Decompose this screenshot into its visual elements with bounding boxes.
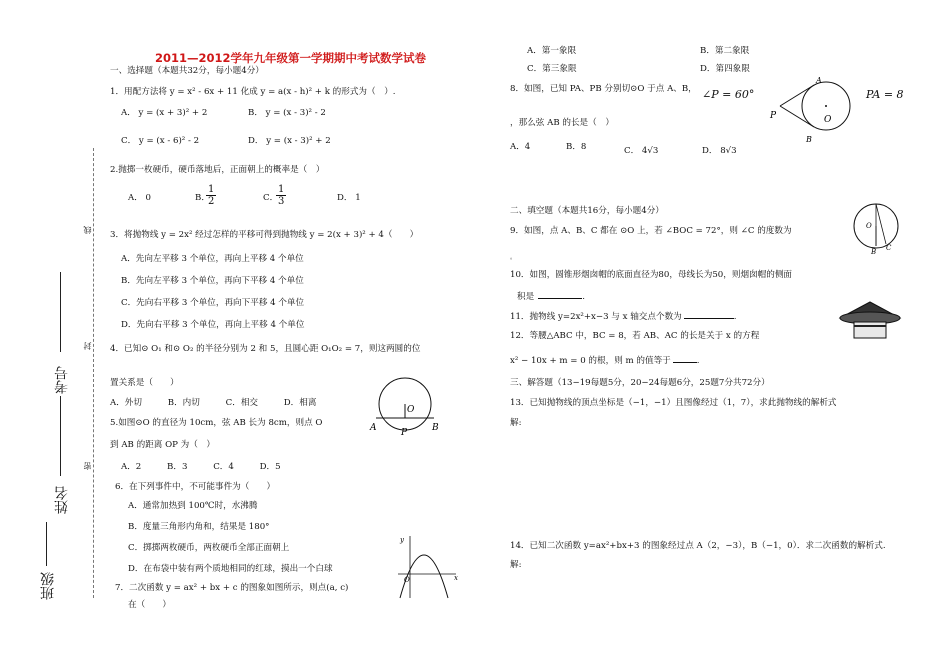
q1-option-d: D． y = (x - 3)² + 2 — [248, 136, 331, 146]
q8-label-o: O — [824, 115, 832, 125]
q6-option-b: B．度量三角形内角和，结果是 180° — [128, 522, 270, 532]
q8-label-p: P — [770, 111, 777, 121]
question-11: 11．抛物线 y=2x²+x−3 与 x 轴交点个数为 . — [510, 312, 737, 322]
q7-option-c: C．第三象限 — [527, 64, 577, 74]
question-14: 14．已知二次函数 y=ax²+bx+3 的图象经过点 A（2，−3），B（−1，0）．求二次函数的解析式. — [510, 541, 886, 551]
question-9: 9．如图，点 A、B、C 都在 ⊙O 上，若 ∠BOC = 72°，则 ∠C 的度数为 — [510, 226, 792, 236]
q1-option-b: B． y = (x - 3)² - 2 — [248, 108, 326, 118]
q9-label-o: O — [866, 222, 872, 230]
question-5: 5.如图⊙O 的直径为 10cm，弦 AB 长为 8cm，则点 O — [110, 418, 323, 428]
q5-label-a: A — [370, 423, 377, 433]
q8-option-a: A．4 — [510, 142, 531, 152]
q5-label-p: P — [401, 428, 408, 438]
question-2: 2.抛掷一枚硬币，硬币落地后，正面朝上的概率是（ ） — [110, 165, 325, 175]
number-label: 考号 — [54, 366, 70, 394]
q2-option-b-fraction: $\frac{1}{2}$ — [208, 184, 215, 207]
q8-label-b: B — [806, 135, 812, 144]
q9-circle-figure — [852, 202, 902, 258]
q14-solution-label: 解: — [510, 560, 522, 570]
q11-answer-blank[interactable] — [684, 318, 734, 319]
q10-answer-blank[interactable] — [538, 298, 582, 299]
q7-parabola-figure — [396, 534, 460, 600]
question-1: 1．用配方法将 y = x² - 6x + 11 化成 y = a(x - h)² + k 的形式为（ ）. — [110, 87, 396, 97]
q13-solution-label: 解: — [510, 418, 522, 428]
question-13: 13．已知抛物线的顶点坐标是（−1，−1）且图像经过（1，7），求此抛物线的解析式 — [510, 398, 837, 408]
q2-option-d: D． 1 — [337, 193, 361, 203]
page-title: 2011—2012学年九年级第一学期期中考试数学试卷 — [155, 51, 427, 65]
question-10: 10．如图，圆锥形烟囱帽的底面直径为80，母线长为50，则烟囱帽的侧面 — [510, 270, 793, 280]
binding-mark-feng: 封 — [83, 342, 92, 350]
question-10-cont: 积是 . — [517, 292, 585, 302]
question-12: 12．等腰△ABC 中，BC = 8，若 AB、AC 的长是关于 x 的方程 — [510, 331, 760, 341]
q9-label-c: C — [886, 244, 892, 252]
q1-option-c: C． y = (x - 6)² - 2 — [121, 136, 200, 146]
section-fill-heading: 二、填空题（本题共16分，每小题4分） — [510, 206, 664, 216]
q6-option-d: D．在布袋中装有两个质地相同的红球，摸出一个白球 — [128, 564, 333, 574]
q8-tangent-figure — [766, 76, 862, 144]
q2-option-b: B． — [195, 193, 210, 203]
q9-label-b: B — [871, 248, 877, 256]
q8-option-b: B．8 — [566, 142, 587, 152]
question-4-cont: 置关系是（ ） — [110, 378, 179, 388]
q4-options: A．外切 B．内切 C．相交 D．相离 — [110, 398, 317, 408]
q10-label: 积是 — [517, 292, 535, 302]
q7-option-b: B．第二象限 — [700, 46, 750, 56]
q11-text: 11．抛物线 y=2x²+x−3 与 x 轴交点个数为 — [510, 312, 682, 322]
section-answer-heading: 三、解答题（13−19每题5分，20−24每题6分，25题7分共72分） — [510, 378, 770, 388]
question-7: 7．二次函数 y = ax² + bx + c 的图象如图所示，则点(a, c) — [115, 583, 349, 593]
class-label: 班级 — [40, 572, 56, 600]
q6-option-a: A．通常加热到 100℃时，水沸腾 — [128, 501, 258, 511]
q8-label-a: A — [816, 76, 822, 85]
q7-label-x: x — [454, 574, 458, 582]
q5-label-o: O — [407, 405, 415, 415]
name-label: 姓名 — [54, 486, 70, 514]
q12-text: x² − 10x + m = 0 的根，则 m 的值等于 — [510, 356, 671, 366]
q9-blank-marker: 。 — [510, 254, 517, 261]
q1-option-a: A． y = (x + 3)² + 2 — [121, 108, 208, 118]
binding-mark-xian: 线 — [83, 226, 92, 234]
q7-option-d: D．第四象限 — [700, 64, 750, 74]
class-underline — [46, 522, 47, 566]
q2-option-a: A． 0 — [128, 193, 151, 203]
q8-pa-length: PA = 8 — [866, 88, 904, 101]
number-underline — [60, 272, 61, 352]
section-choice-heading: 一、选择题（本题共32分，每小题4分） — [110, 66, 264, 76]
q3-option-a: A．先向左平移 3 个单位，再向上平移 4 个单位 — [121, 254, 304, 264]
q3-option-d: D．先向右平移 3 个单位，再向上平移 4 个单位 — [121, 320, 305, 330]
q3-option-c: C．先向右平移 3 个单位，再向下平移 4 个单位 — [121, 298, 305, 308]
q7-label-y: y — [400, 536, 404, 544]
q5-circle-figure — [368, 378, 442, 438]
question-12-cont: x² − 10x + m = 0 的根，则 m 的值等于 . — [510, 356, 700, 366]
q8-center-dot — [825, 105, 827, 107]
q3-option-b: B．先向左平移 3 个单位，再向下平移 4 个单位 — [121, 276, 304, 286]
question-5-cont: 到 AB 的距离 OP 为（ ） — [110, 440, 216, 450]
q10-chimney-cap-figure — [838, 296, 902, 342]
question-6: 6．在下列事件中，不可能事件为（ ） — [115, 482, 276, 492]
question-7-cont: 在（ ） — [128, 600, 171, 610]
q7-label-o: O — [404, 576, 410, 584]
q2-option-c-fraction: $\frac{1}{3}$ — [278, 184, 285, 207]
q8-option-d: D． 8√3 — [702, 146, 737, 156]
q8-angle: ∠P = 60° — [702, 88, 755, 101]
question-4: 4．已知⊙ O₁ 和⊙ O₂ 的半径分别为 2 和 5，且圆心距 O₁O₂ = 7，则这两圆的位 — [110, 344, 421, 354]
q5-label-b: B — [432, 423, 439, 433]
binding-mark-mi: 密 — [83, 462, 92, 470]
q7-option-a: A．第一象限 — [527, 46, 577, 56]
question-3: 3．将抛物线 y = 2x² 经过怎样的平移可得到抛物线 y = 2(x + 3)² + 4（ ） — [110, 230, 419, 240]
q12-answer-blank[interactable] — [673, 362, 697, 363]
q2-option-c: C． — [263, 193, 279, 203]
q10-chimney-pipe — [854, 322, 886, 338]
binding-line — [93, 148, 94, 598]
q6-option-c: C．掷掷两枚硬币，两枚硬币全部正面朝上 — [128, 543, 290, 553]
q8-tangent-pa — [780, 85, 814, 106]
name-underline — [60, 396, 61, 476]
q8-tangent-pb — [780, 106, 814, 127]
q8-option-c: C． 4√3 — [624, 146, 659, 156]
q5-options: A．2 B．3 C．4 D．5 — [121, 462, 281, 472]
question-8: 8．如图，已知 PA、PB 分别切⊙O 于点 A、B， — [510, 84, 697, 94]
question-8-cont: ，那么弦 AB 的长是（ ） — [510, 118, 614, 128]
q9-chord-2 — [876, 204, 886, 244]
